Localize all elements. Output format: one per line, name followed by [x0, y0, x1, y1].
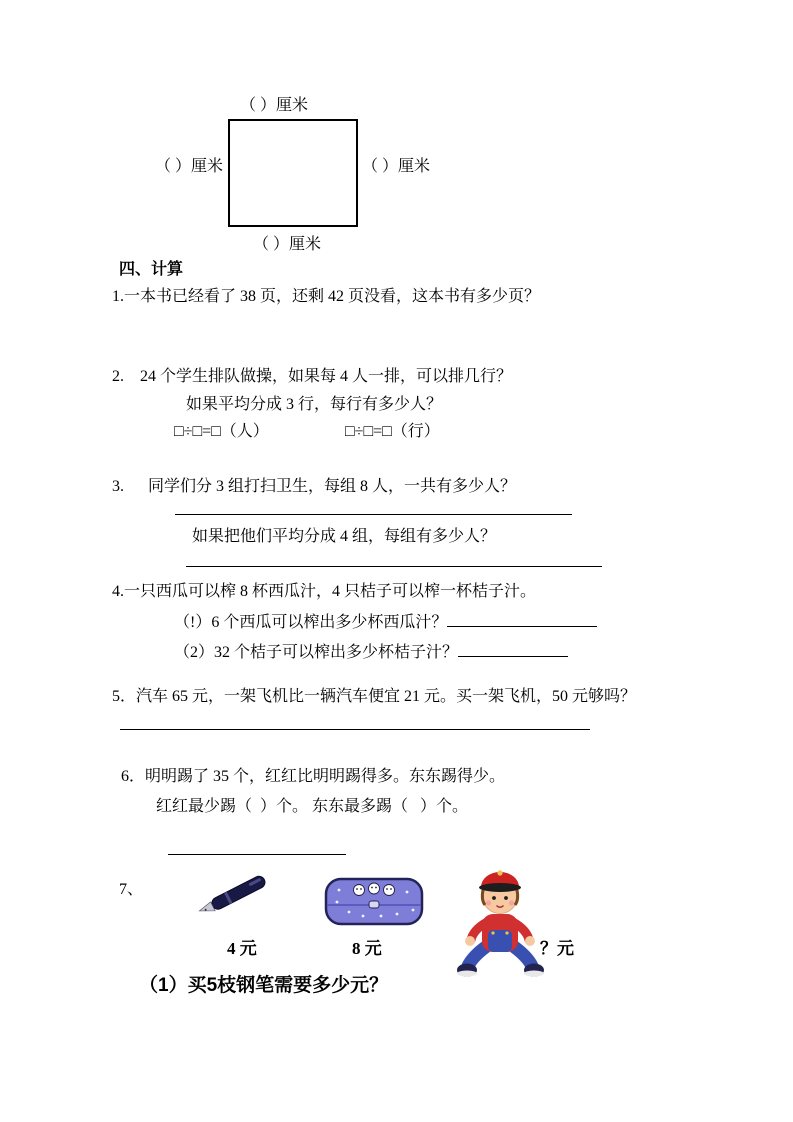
question-7-sub1: （1）买5枝钢笔需要多少元？ — [139, 975, 389, 996]
question-4-sub1-text: （!）6 个西瓜可以榨出多少杯西瓜汁？ — [174, 614, 448, 631]
rect-label-left: （ ）厘米 — [155, 158, 224, 175]
rect-label-top: （ ）厘米 — [240, 97, 309, 114]
pencil-case-icon — [323, 872, 425, 930]
fountain-pen-icon — [190, 866, 278, 924]
question-1: 1.一本书已经看了 38 页，还剩 42 页没看，这本书有多少页？ — [112, 288, 541, 305]
question-2-line2: 如果平均分成 3 行，每行有多少人？ — [186, 396, 443, 413]
rectangle-figure — [228, 119, 358, 227]
question-2-formula-rows: □÷□=□（行） — [345, 423, 440, 440]
question-4-sub1 — [174, 612, 597, 633]
question-4-line1: 4.一只西瓜可以榨 8 杯西瓜汁，4 只桔子可以榨一杯桔子汁。 — [112, 583, 537, 600]
rect-label-right: （ ）厘米 — [362, 158, 431, 175]
question-5: 5．汽车 65 元，一架飞机比一辆汽车便宜 21 元。买一架飞机，50 元够吗？ — [112, 688, 637, 705]
question-2-formula-people: □÷□=□（人） — [174, 423, 269, 440]
section-heading: 四、计算 — [119, 261, 184, 278]
question-6-line2: 红红最少踢（ ）个。 东东最多踢（ ）个。 — [156, 798, 469, 815]
answer-line — [120, 729, 590, 730]
pen-price: 4 元 — [227, 939, 257, 958]
answer-line — [175, 514, 572, 515]
rect-label-bottom: （ ）厘米 — [253, 236, 322, 253]
doll-price: ？元 — [540, 939, 574, 958]
answer-line — [168, 854, 346, 855]
question-3-line2: 如果把他们平均分成 4 组，每组有多少人？ — [192, 528, 497, 545]
question-4-sub2-text: （2）32 个桔子可以榨出多少杯桔子汁？ — [174, 644, 459, 661]
question-2-line1: 2. 24 个学生排队做操，如果每 4 人一排，可以排几行？ — [112, 368, 513, 385]
question-3-line1: 3. 同学们分 3 组打扫卫生，每组 8 人，一共有多少人？ — [112, 478, 517, 495]
question-7-number: 7、 — [119, 881, 144, 898]
question-4-sub2 — [174, 642, 568, 663]
answer-blank — [458, 642, 568, 657]
answer-blank — [447, 612, 597, 627]
question-6-line1: 6．明明踢了 35 个，红红比明明踢得多。东东踢得少。 — [121, 768, 506, 785]
pencil-case-price: 8 元 — [352, 939, 382, 958]
answer-line — [186, 566, 602, 567]
boy-doll-icon — [455, 860, 547, 978]
